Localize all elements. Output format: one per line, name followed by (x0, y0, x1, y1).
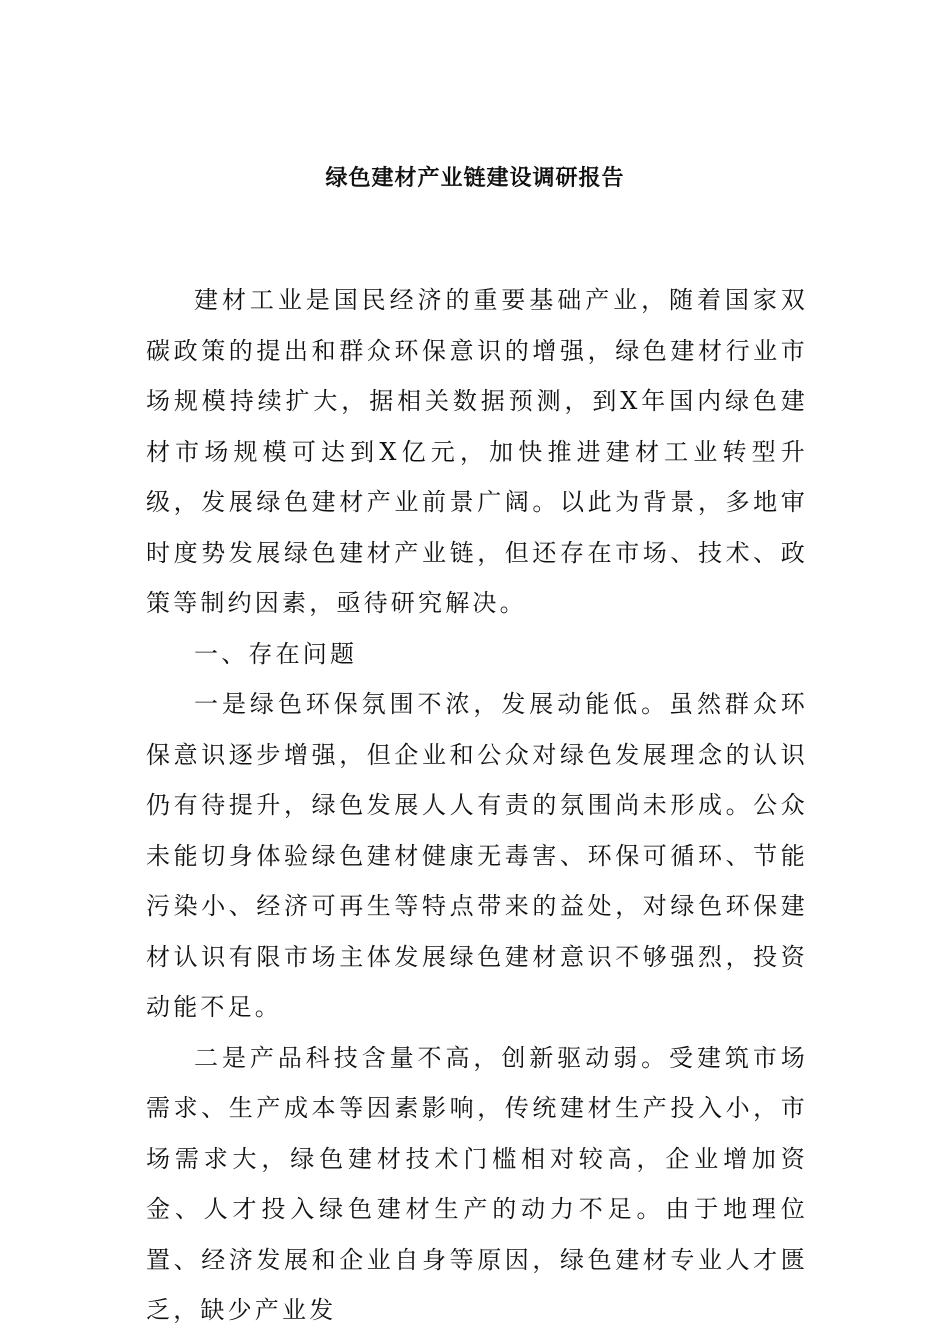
problem-paragraph-2: 二是产品科技含量不高，创新驱动弱。受建筑市场需求、生产成本等因素影响，传统建材生产投入小，市场需求大，绿色建材技术门槛相对较高，企业增加资金、人才投入绿色建材生产的动力不足。由于地理位置、经济发展和企业自身等原因，绿色建材专业人才匮乏，缺少产业发 (146, 1043, 808, 1324)
section-heading-problems: 一、存在问题 (194, 639, 358, 668)
document-body (146, 275, 808, 1336)
document-title: 绿色建材产业链建设调研报告 (325, 165, 625, 191)
intro-paragraph: 建材工业是国民经济的重要基础产业，随着国家双碳政策的提出和群众环保意识的增强，绿色建材行业市场规模持续扩大，据相关数据预测，到X年国内绿色建材市场规模可达到X亿元，加快推进建材工业转型升级，发展绿色建材产业前景广阔。以此为背景，多地审时度势发展绿色建材产业链，但还存在市场、技术、政策等制约因素，亟待研究解决。 (146, 286, 808, 617)
problem-paragraph-1: 一是绿色环保氛围不浓，发展动能低。虽然群众环保意识逐步增强，但企业和公众对绿色发展理念的认识仍有待提升，绿色发展人人有责的氛围尚未形成。公众未能切身体验绿色建材健康无毒害、环保可循环、节能污染小、经济可再生等特点带来的益处，对绿色环保建材认识有限市场主体发展绿色建材意识不够强烈，投资动能不足。 (146, 690, 808, 1021)
